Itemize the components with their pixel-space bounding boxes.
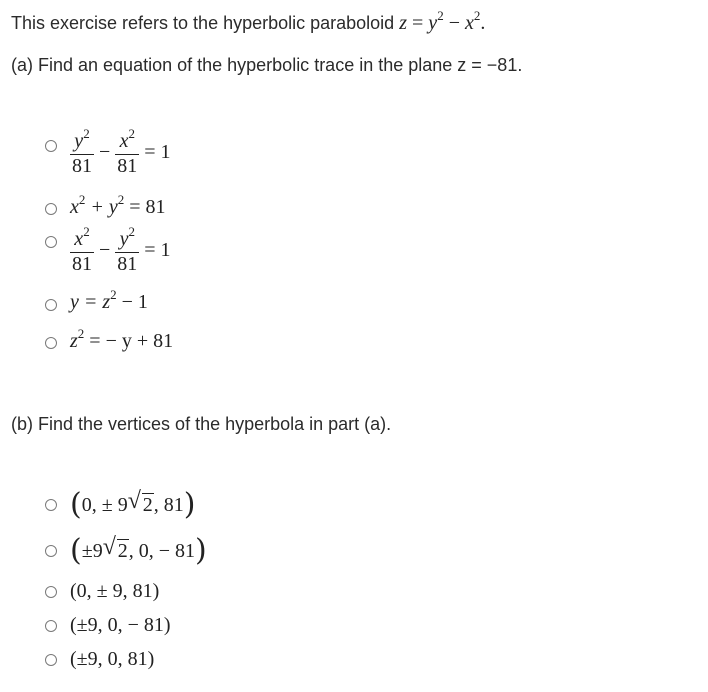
part-a-option-4-radio[interactable] xyxy=(45,299,57,311)
rhs: = 1 xyxy=(144,239,171,262)
part-a-option-5-radio[interactable] xyxy=(45,337,57,349)
paren-open: ( xyxy=(70,533,82,568)
term-y: + y xyxy=(90,196,118,218)
intro-line xyxy=(11,8,486,35)
exp: 2 xyxy=(117,192,125,207)
rhs: = 81 xyxy=(129,196,166,218)
paren-close: ) xyxy=(183,487,196,522)
op-minus: − xyxy=(99,239,111,262)
part-b-option-4[interactable]: (±9, 0, − 81) xyxy=(70,614,171,636)
eq-x: x xyxy=(464,12,474,34)
den-81: 81 xyxy=(117,155,138,177)
part-a-prompt: (a) Find an equation of the hyperbolic trace in the plane z = −81. xyxy=(11,55,523,75)
part-b-option-1-radio[interactable] xyxy=(45,499,57,511)
part-a-option-1-radio[interactable] xyxy=(45,140,57,152)
eq-exp-1: 2 xyxy=(437,8,444,23)
paren-open: ( xyxy=(70,487,82,522)
post: , 0, − 81 xyxy=(128,540,195,562)
exp: 2 xyxy=(77,326,85,341)
part-a-option-2[interactable] xyxy=(70,192,166,219)
rhs: = 1 xyxy=(144,141,171,164)
part-a-option-1[interactable] xyxy=(70,126,171,177)
exp: 2 xyxy=(128,126,135,141)
part-b-option-1[interactable] xyxy=(70,487,195,522)
num-y: y xyxy=(119,228,129,250)
den-81: 81 xyxy=(72,155,92,177)
den-81: 81 xyxy=(117,253,138,275)
den-81: 81 xyxy=(72,253,92,275)
part-a-option-2-radio[interactable] xyxy=(45,203,57,215)
eq-equals: = xyxy=(412,12,424,34)
part-a-option-4[interactable] xyxy=(70,287,148,314)
pre: 0, ± 9 xyxy=(81,494,128,516)
sqrt: √ 2 xyxy=(102,534,128,562)
part-a-option-3[interactable] xyxy=(70,224,171,275)
part-b-option-3[interactable]: (0, ± 9, 81) xyxy=(70,580,160,602)
rhs: = − y + 81 xyxy=(89,330,174,352)
post: , 81 xyxy=(153,494,184,516)
part-b-option-5-radio[interactable] xyxy=(45,654,57,666)
exp: 2 xyxy=(110,287,117,302)
exp: 2 xyxy=(128,224,135,239)
eq-exp-2: 2 xyxy=(473,8,481,23)
part-b-option-5[interactable]: (±9, 0, 81) xyxy=(70,648,155,670)
exp: 2 xyxy=(83,126,90,141)
term-x: x xyxy=(70,196,79,218)
fraction-x2-81 xyxy=(115,126,139,177)
eq-z: z xyxy=(399,12,408,34)
part-b-option-4-radio[interactable] xyxy=(45,620,57,632)
eq-y: y xyxy=(428,12,438,34)
fraction-x2-81 xyxy=(70,224,94,275)
part-b-prompt: (b) Find the vertices of the hyperbola in part (a). xyxy=(11,414,392,434)
paren-close: ) xyxy=(194,533,207,568)
exp: 2 xyxy=(83,224,90,239)
intro-text: This exercise refers to the hyperbolic paraboloid xyxy=(11,13,395,33)
intro-equation xyxy=(399,8,486,34)
num-x: x xyxy=(74,228,84,250)
num-y: y xyxy=(74,130,84,152)
op-minus: − xyxy=(99,141,111,164)
rhs: − 1 xyxy=(121,291,148,313)
term-z: z xyxy=(70,330,78,352)
num-x: x xyxy=(119,130,129,152)
fraction-y2-81 xyxy=(115,224,139,275)
part-b-option-2-radio[interactable] xyxy=(45,545,57,557)
part-b-option-2[interactable] xyxy=(70,533,207,568)
radicand: 2 xyxy=(117,540,128,562)
part-a-option-5[interactable] xyxy=(70,326,174,353)
pre: ±9 xyxy=(81,540,103,562)
radicand: 2 xyxy=(142,494,153,516)
sqrt: √ 2 xyxy=(127,488,153,516)
exp: 2 xyxy=(78,192,86,207)
part-a-option-3-radio[interactable] xyxy=(45,236,57,248)
term-y-eq-z: y = z xyxy=(70,291,111,313)
eq-minus: − xyxy=(448,12,460,34)
eq-period: . xyxy=(480,12,486,34)
fraction-y2-81 xyxy=(70,126,94,177)
part-b-option-3-radio[interactable] xyxy=(45,586,57,598)
